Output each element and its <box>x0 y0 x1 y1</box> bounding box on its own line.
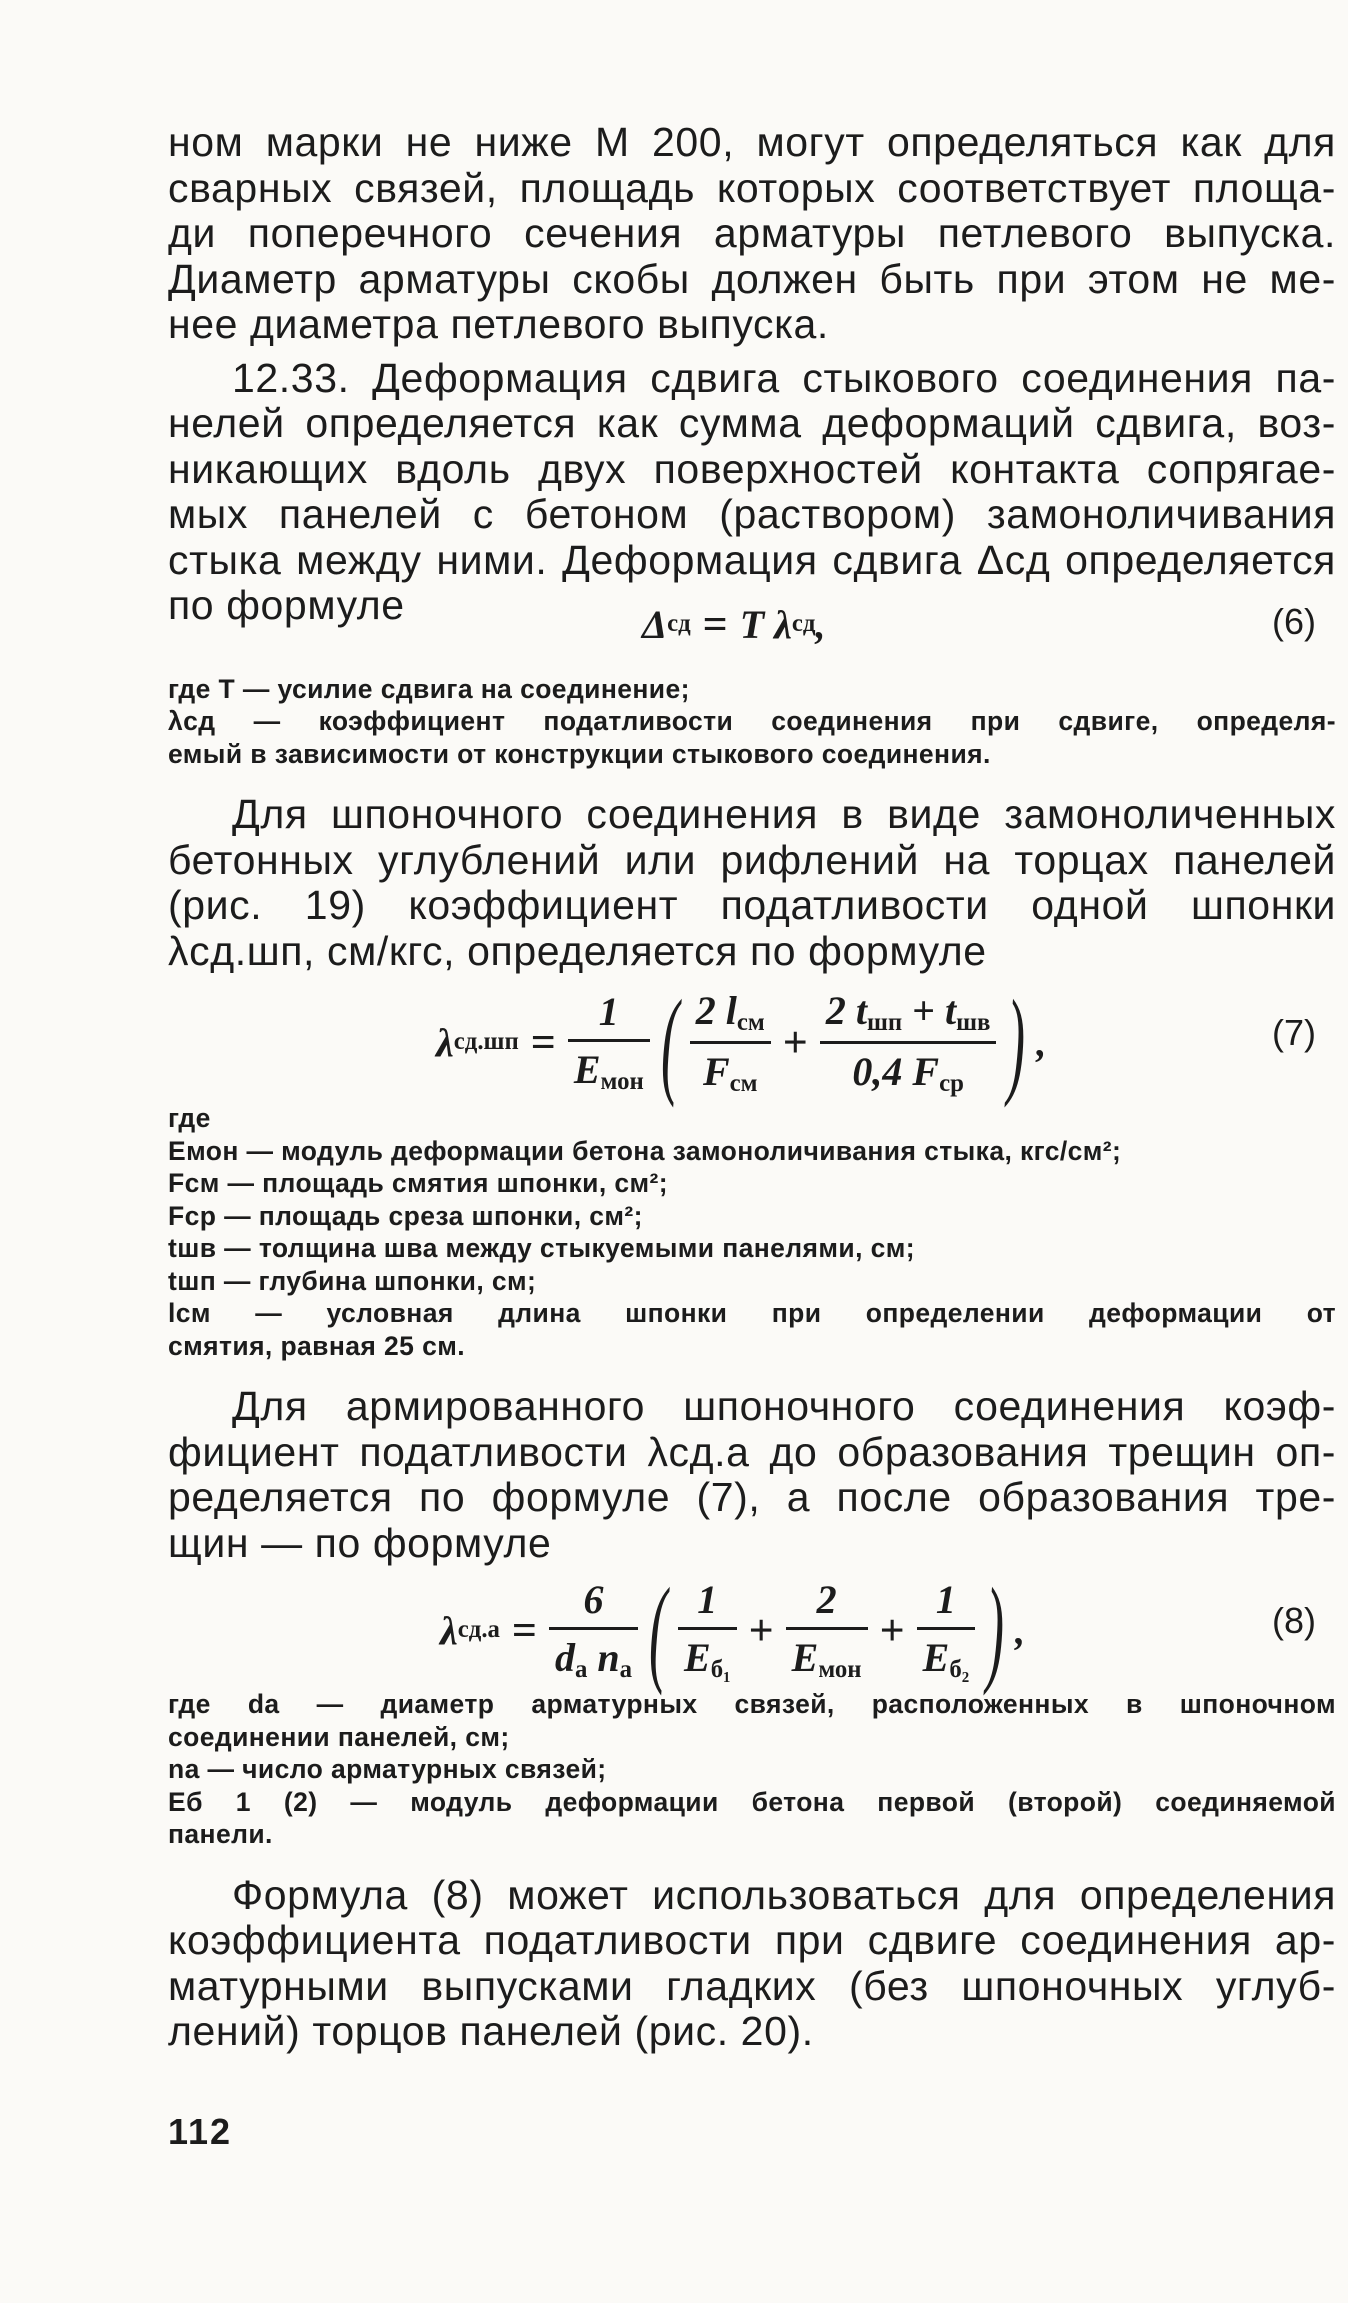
legend-line: панели. <box>168 1819 273 1849</box>
symbol-delta: Δ <box>642 601 668 647</box>
legend-line: Eб 1 (2) — модуль деформации бетона первой (второй) соединяемой <box>168 1786 1336 1817</box>
subscript: шв <box>956 1008 991 1036</box>
legend-line: где dа — диаметр арматурных связей, расположенных в шпоночном <box>168 1689 1336 1719</box>
text-line: (рис. 19) коэффициент податливости одной шпонки <box>168 882 1336 928</box>
fraction <box>917 1576 976 1684</box>
fraction <box>820 987 997 1098</box>
text-line: коэффициента податливости при сдвиге соединения ар- <box>168 1917 1336 1963</box>
text-line: 12.33. Деформация сдвига стыкового соединения па- <box>232 354 1336 401</box>
text-line: никающих вдоль двух поверхностей контакта сопрягае- <box>168 445 1336 492</box>
subscript: шп <box>866 1008 903 1036</box>
plus-sign: + <box>748 1605 774 1655</box>
subscript: ср <box>939 1069 964 1097</box>
fraction <box>690 987 771 1098</box>
formula-6 <box>168 599 1336 651</box>
subscript: сд <box>667 610 691 637</box>
plus-sign: + <box>902 987 945 1033</box>
text-line: ном марки не ниже М 200, могут определяться как для <box>168 119 1336 165</box>
legend-line: емый в зависимости от конструкции стыкового соединения. <box>168 738 991 769</box>
text-line: бетонных углублений или рифлений на торцах панелей <box>168 836 1336 883</box>
numerator: 1 <box>598 989 619 1034</box>
equals-sign: = <box>702 599 728 649</box>
subscript: сд <box>791 610 816 637</box>
equals-sign: = <box>530 1017 556 1067</box>
text-line: Формула (8) может использоваться для определения <box>232 1871 1336 1918</box>
text-line: Диаметр арматуры скобы должен быть при этом не ме- <box>168 255 1336 302</box>
equation-number-7: (7) <box>1272 1012 1316 1053</box>
comma: , <box>815 601 826 647</box>
text-line: Для шпоночного соединения в виде замоноличенных <box>232 791 1336 837</box>
text-line: матурными выпусками гладких (без шпоночных углуб- <box>168 1962 1336 2009</box>
numerator: 1 <box>935 1577 956 1622</box>
legend-formula-8 <box>168 1688 1336 1851</box>
legend-line: tшп — глубина шпонки, см; <box>168 1265 537 1296</box>
text-line: нее диаметра петлевого выпуска. <box>168 301 829 347</box>
formula-7-expression <box>436 975 1047 1108</box>
text-line: по формуле <box>168 582 405 628</box>
legend-line: λсд — коэффициент податливости соединения при сдвиге, определя- <box>168 706 1336 736</box>
text-line: фициент податливости λсд.а до образования трещин оп- <box>168 1428 1336 1475</box>
subscript: см <box>736 1008 765 1036</box>
symbol-e: E <box>791 1635 819 1680</box>
plus-sign: + <box>782 1017 808 1067</box>
subscript: б₂ <box>949 1656 970 1683</box>
formula-6-expression <box>642 599 825 650</box>
plus-sign: + <box>879 1605 905 1655</box>
fraction <box>568 988 650 1096</box>
symbol-e: E <box>684 1635 711 1680</box>
left-paren: ( <box>660 975 679 1108</box>
legend-line: nа — число арматурных связей; <box>168 1754 607 1784</box>
numerator: 6 <box>583 1577 604 1622</box>
text-line: ди поперечного сечения арматуры петлевого выпуска. <box>168 210 1336 256</box>
document-page <box>168 120 1336 2153</box>
numerator <box>690 987 771 1041</box>
legend-line: lсм — условная длина шпонки при определении деформации от <box>168 1298 1336 1328</box>
formula-8 <box>168 1563 1336 1696</box>
text-line: λсд.шп, см/кгс, определяется по формуле <box>168 927 987 974</box>
text-line: мых панелей с бетоном (раствором) замоноличивания <box>168 491 1336 537</box>
text-line: сварных связей, площадь которых соответствует площа- <box>168 164 1336 211</box>
subscript: а <box>575 1656 588 1683</box>
term: t <box>945 987 957 1033</box>
paragraph-5 <box>168 1873 1336 2055</box>
subscript: сд.а <box>457 1616 500 1643</box>
numerator: 1 <box>697 1577 718 1622</box>
symbol-n: n <box>587 1635 620 1680</box>
fraction <box>678 1576 737 1684</box>
denominator <box>549 1630 638 1684</box>
paragraph-1 <box>168 120 1336 348</box>
symbol-f: F <box>702 1048 730 1094</box>
paragraph-12-33 <box>168 356 1336 629</box>
text-line: ределяется по формуле (7), а после образования тре- <box>168 1474 1336 1520</box>
comma: , <box>1015 1607 1026 1653</box>
symbol-d: d <box>555 1635 575 1680</box>
subscript: см <box>729 1069 758 1097</box>
symbol-lambda: λ <box>436 1019 454 1065</box>
term: 2 l <box>695 987 737 1033</box>
text-line: нелей определяется как сумма деформаций сдвига, воз- <box>168 400 1336 446</box>
legend-line: Eмон — модуль деформации бетона замоноличивания стыка, кгс/см²; <box>168 1135 1122 1166</box>
paragraph-4 <box>168 1384 1336 1566</box>
symbol-e: E <box>573 1047 601 1092</box>
symbol-e: E <box>922 1635 950 1680</box>
numerator: 2 <box>816 1577 837 1622</box>
symbol-t: T <box>739 601 765 647</box>
denominator <box>846 1044 970 1098</box>
subscript: сд.шп <box>453 1028 519 1055</box>
denominator <box>568 1042 650 1096</box>
legend-line: tшв — толщина шва между стыкуемыми панелями, см; <box>168 1233 915 1263</box>
term: 2 t <box>825 987 867 1033</box>
legend-line: смятия, равная 25 см. <box>168 1330 465 1361</box>
text-line: стыка между ними. Деформация сдвига Δсд определяется <box>168 536 1336 583</box>
legend-line: соединении панелей, см; <box>168 1721 510 1752</box>
text-line: Для армированного шпоночного соединения коэф- <box>232 1383 1336 1429</box>
denominator <box>678 1630 737 1684</box>
legend-formula-6 <box>168 673 1336 771</box>
comma: , <box>1036 1019 1047 1065</box>
text-line: щин — по формуле <box>168 1519 552 1566</box>
fraction <box>786 1576 868 1684</box>
legend-line: Fср — площадь среза шпонки, см²; <box>168 1200 643 1231</box>
text-line: лений) торцов панелей (рис. 20). <box>168 2008 814 2054</box>
denominator <box>786 1630 868 1684</box>
legend-line: Fсм — площадь смятия шпонки, см²; <box>168 1168 668 1198</box>
subscript: а <box>619 1656 633 1683</box>
subscript: б₁ <box>710 1656 731 1683</box>
page-number: 112 <box>168 2110 233 2152</box>
term: 0,4 F <box>852 1048 940 1094</box>
legend-formula-7 <box>168 1102 1336 1362</box>
formula-8-expression <box>440 1563 1026 1696</box>
left-paren: ( <box>649 1563 668 1696</box>
denominator <box>697 1044 764 1098</box>
right-paren: ) <box>1007 975 1026 1108</box>
subscript: мон <box>818 1656 862 1683</box>
subscript: мон <box>600 1068 644 1095</box>
paragraph-3 <box>168 792 1336 974</box>
right-paren: ) <box>986 1563 1005 1696</box>
symbol-lambda: λ <box>774 601 792 647</box>
symbol-lambda: λ <box>440 1607 458 1653</box>
legend-line: где <box>168 1103 211 1133</box>
equals-sign: = <box>511 1605 537 1655</box>
formula-7 <box>168 974 1336 1108</box>
numerator <box>820 987 997 1041</box>
legend-line: где T — усилие сдвига на соединение; <box>168 673 690 704</box>
equation-number-6: (6) <box>1272 600 1316 642</box>
denominator <box>917 1630 976 1684</box>
fraction <box>549 1576 638 1684</box>
equation-number-8: (8) <box>1272 1600 1316 1641</box>
